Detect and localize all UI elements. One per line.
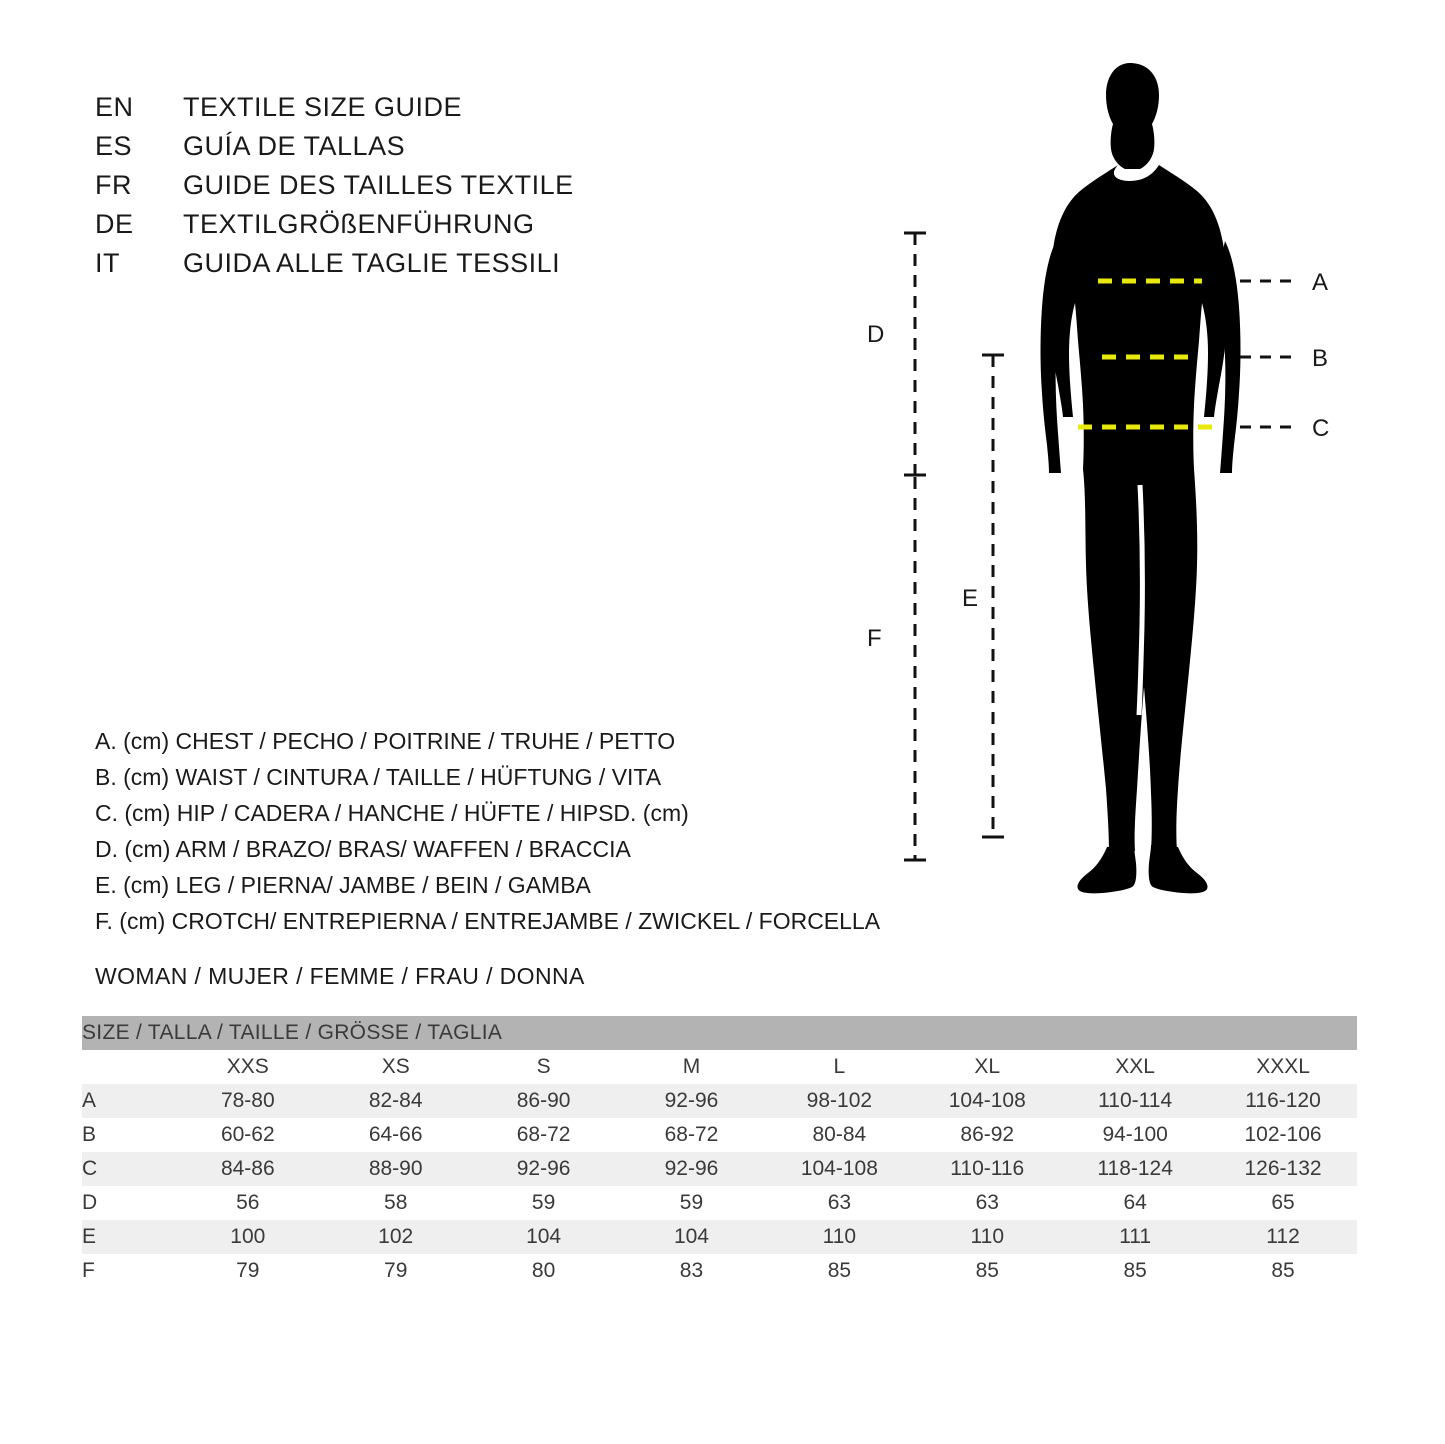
table-cell: 78-80 [220, 1089, 275, 1112]
table-cell: 59 [679, 1191, 704, 1214]
language-code: ES [95, 131, 133, 161]
language-code: FR [95, 170, 132, 200]
row-label: F [82, 1259, 95, 1282]
legend-item: B. (cm) WAIST / CINTURA / TAILLE / HÜFTUNG / VITA [95, 764, 662, 790]
table-cell: 79 [236, 1259, 260, 1282]
table-cell: 111 [1119, 1225, 1152, 1248]
table-cell: 110-116 [950, 1157, 1025, 1180]
language-title: GUÍA DE TALLAS [183, 131, 406, 161]
language-title: TEXTILE SIZE GUIDE [183, 92, 463, 122]
table-cell: 102-106 [1244, 1123, 1322, 1146]
legend-item: F. (cm) CROTCH/ ENTREPIERNA / ENTREJAMBE / ZWICKEL / FORCELLA [95, 908, 881, 934]
column-header-xxs: XXS [226, 1055, 269, 1078]
callout-label-c: C [1312, 415, 1330, 442]
table-cell: 104-108 [948, 1089, 1026, 1112]
bracket-label-e: E [962, 585, 979, 612]
size-table [82, 1016, 1357, 1288]
column-header-m: M [682, 1055, 701, 1078]
table-cell: 126-132 [1244, 1157, 1322, 1180]
table-cell: 85 [1123, 1259, 1147, 1282]
table-cell: 83 [679, 1259, 704, 1282]
table-cell: 65 [1271, 1191, 1295, 1214]
legend-item: D. (cm) ARM / BRAZO/ BRAS/ WAFFEN / BRACCIA [95, 836, 631, 862]
language-row [95, 92, 715, 131]
column-header [82, 1050, 174, 1084]
row-label: A [82, 1089, 97, 1112]
gender-label: WOMAN / MUJER / FEMME / FRAU / DONNA [95, 963, 585, 989]
language-title: TEXTILGRÖßENFÜHRUNG [183, 209, 535, 239]
column-header-xxl: XXL [1115, 1055, 1155, 1078]
callout-label-b: B [1312, 345, 1329, 372]
table-banner-row [82, 1016, 1357, 1050]
bracket-d [904, 233, 926, 475]
table-row [82, 1152, 1357, 1186]
table-cell: 64 [1123, 1191, 1147, 1214]
row-label: D [82, 1191, 98, 1214]
table-cell: 100 [230, 1225, 266, 1248]
language-row [95, 170, 715, 209]
table-cell: 94-100 [1102, 1123, 1168, 1146]
table-cell: 86-92 [960, 1123, 1015, 1146]
language-code: DE [95, 209, 134, 239]
table-row [82, 1118, 1357, 1152]
table-cell: 82-84 [368, 1089, 423, 1112]
column-header-xs: XS [381, 1055, 410, 1078]
table-cell: 116-120 [1245, 1089, 1321, 1112]
table-cell: 110-114 [1098, 1089, 1173, 1112]
row-label: B [82, 1123, 97, 1146]
table-cell: 56 [236, 1191, 260, 1214]
table-cell: 63 [975, 1191, 999, 1214]
column-header-xxxl: XXXL [1256, 1055, 1310, 1078]
table-row [82, 1186, 1357, 1220]
language-code: EN [95, 92, 134, 122]
table-cell: 104 [673, 1225, 709, 1248]
callout-label-a: A [1312, 269, 1329, 296]
table-cell: 88-90 [368, 1157, 423, 1180]
table-cell: 86-90 [516, 1089, 571, 1112]
table-cell: 92-96 [664, 1157, 719, 1180]
callout-leaders [1240, 281, 1300, 427]
table-cell: 110 [822, 1225, 857, 1248]
language-code: IT [95, 248, 120, 278]
legend-block [95, 723, 915, 939]
column-header-s: S [536, 1055, 551, 1078]
language-title-block [95, 92, 715, 287]
table-cell: 80-84 [812, 1123, 867, 1146]
table-cell: 92-96 [516, 1157, 571, 1180]
table-cell: 59 [531, 1191, 556, 1214]
table-cell: 112 [1266, 1225, 1300, 1248]
table-cell: 92-96 [664, 1089, 719, 1112]
legend-item: E. (cm) LEG / PIERNA/ JAMBE / BEIN / GAMBA [95, 872, 591, 898]
row-label: C [82, 1157, 98, 1180]
woman-silhouette [1041, 63, 1241, 893]
table-header-row [82, 1050, 1357, 1084]
column-header-xl: XL [974, 1055, 1001, 1078]
bracket-label-d: D [867, 321, 885, 348]
column-header-l: L [833, 1055, 846, 1078]
legend-item: A. (cm) CHEST / PECHO / POITRINE / TRUHE / PETTO [95, 728, 676, 754]
table-cell: 85 [827, 1259, 852, 1282]
table-cell: 104 [526, 1225, 562, 1248]
legend-item: C. (cm) HIP / CADERA / HANCHE / HÜFTE / HIPSD. (cm) [95, 800, 689, 826]
table-cell: 64-66 [368, 1123, 423, 1146]
table-cell: 68-72 [664, 1123, 719, 1146]
table-cell: 102 [378, 1225, 414, 1248]
table-cell: 104-108 [800, 1157, 878, 1180]
table-cell: 80 [531, 1259, 556, 1282]
table-row [82, 1220, 1357, 1254]
bracket-e [982, 355, 1004, 837]
table-row [82, 1084, 1357, 1118]
table-cell: 68-72 [516, 1123, 571, 1146]
table-cell: 98-102 [806, 1089, 873, 1112]
table-cell: 110 [970, 1225, 1004, 1248]
table-cell: 63 [827, 1191, 852, 1214]
table-cell: 85 [975, 1259, 999, 1282]
bracket-label-f: F [867, 625, 882, 652]
language-title: GUIDA ALLE TAGLIE TESSILI [183, 248, 561, 278]
table-cell: 58 [384, 1191, 408, 1214]
language-row [95, 131, 715, 170]
table-cell: 60-62 [220, 1123, 275, 1146]
table-row [82, 1254, 1357, 1288]
language-row [95, 209, 715, 248]
row-label: E [82, 1225, 97, 1248]
table-banner-label: SIZE / TALLA / TAILLE / GRÖSSE / TAGLIA [82, 1016, 1357, 1050]
language-row [95, 248, 715, 287]
table-cell: 84-86 [220, 1157, 275, 1180]
table-cell: 85 [1271, 1259, 1295, 1282]
table-cell: 79 [384, 1259, 408, 1282]
table-cell: 118-124 [1097, 1157, 1173, 1180]
language-title: GUIDE DES TAILLES TEXTILE [183, 170, 574, 200]
